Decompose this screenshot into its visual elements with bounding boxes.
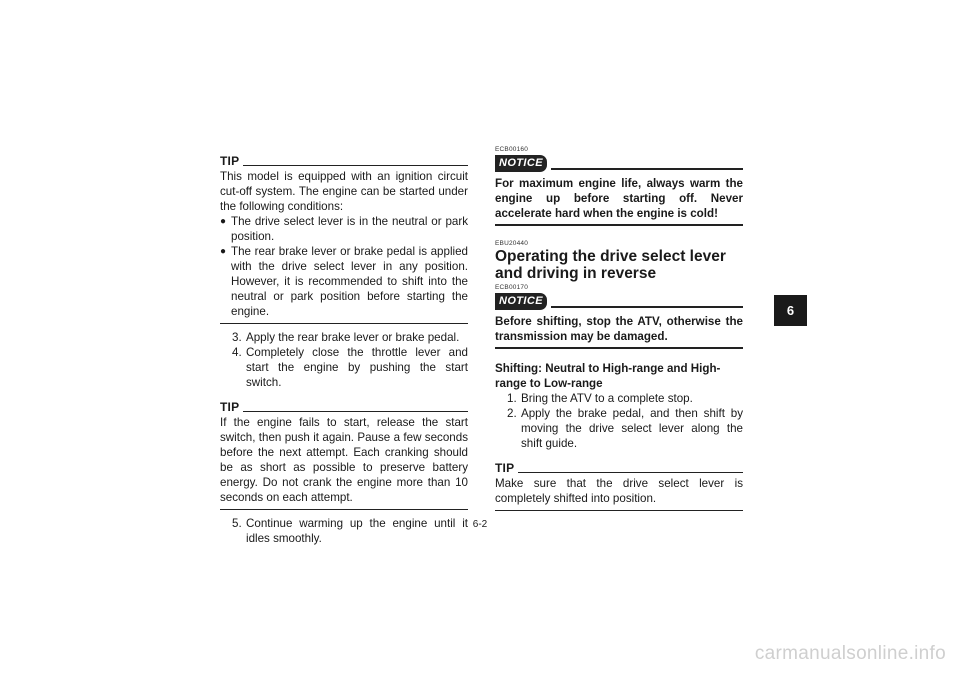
notice-text: For maximum engine life, always warm the engine up before starting off. Never accelerate hard when the engine is cold! xyxy=(495,177,743,220)
tip-rule xyxy=(518,472,743,473)
notice-end-rule xyxy=(495,347,743,349)
notice-end-rule xyxy=(495,224,743,226)
notice-rule xyxy=(551,306,743,308)
tip-end-rule xyxy=(495,510,743,511)
step-text: Apply the brake pedal, and then shift by moving the drive select lever along the shift guide. xyxy=(521,407,743,450)
right-column xyxy=(495,146,743,517)
left-column xyxy=(220,150,468,546)
tip-text: If the engine fails to start, release the start switch, then push it again. Pause a few seconds before the next attempt. Each cranking should be as short as possible to preserve battery energy. Do not crank the engine more than 10 seconds on each attempt. xyxy=(220,416,468,504)
bullet-dot-icon: ● xyxy=(220,246,227,257)
tip-header xyxy=(220,400,468,415)
tip-text: Make sure that the drive select lever is completely shifted into position. xyxy=(495,477,743,505)
notice-rule xyxy=(551,168,743,170)
watermark: carmanualsonline.info xyxy=(754,643,946,664)
tip-end-rule xyxy=(220,323,468,324)
tip-bullet xyxy=(220,244,468,319)
step-number: 2. xyxy=(507,407,517,420)
step-text: Apply the rear brake lever or brake pedal. xyxy=(246,331,460,344)
notice-code: ECB00160 xyxy=(495,146,529,153)
step-text: Bring the ATV to a complete stop. xyxy=(521,392,693,405)
step-number: 1. xyxy=(507,392,517,405)
tip-rule xyxy=(243,411,468,412)
step-item xyxy=(232,330,468,345)
tip-label: TIP xyxy=(220,400,240,414)
step-text: Completely close the throttle lever and start the engine by pushing the start switch. xyxy=(246,346,468,389)
notice-badge: NOTICE xyxy=(495,293,547,310)
tip-bullet-text: The rear brake lever or brake pedal is applied with the drive select lever in any position. However, it is recommended to shift into the neutral or park position before starting the engine. xyxy=(231,245,468,318)
step-number: 4. xyxy=(232,346,242,359)
chapter-tab: 6 xyxy=(774,295,807,326)
section-code: EBU20440 xyxy=(495,240,529,247)
tip-label: TIP xyxy=(495,461,515,475)
tip-header xyxy=(220,154,468,169)
page-number: 6-2 xyxy=(472,519,488,530)
tip-end-rule xyxy=(220,509,468,510)
step-item xyxy=(507,391,743,406)
tip-header xyxy=(495,461,743,476)
notice-header xyxy=(495,293,743,310)
subheading: Shifting: Neutral to High-range and High-range to Low-range xyxy=(495,362,721,390)
step-number: 3. xyxy=(232,331,242,344)
section-title: Operating the drive select lever and driving in reverse xyxy=(495,248,726,282)
notice-badge: NOTICE xyxy=(495,155,547,172)
step-number: 5. xyxy=(232,517,242,530)
tip-label: TIP xyxy=(220,154,240,168)
tip-intro: This model is equipped with an ignition circuit cut-off system. The engine can be started under the following conditions: xyxy=(220,170,468,213)
step-item xyxy=(232,345,468,390)
notice-code: ECB00170 xyxy=(495,284,529,291)
step-item xyxy=(507,406,743,451)
bullet-dot-icon: ● xyxy=(220,216,227,227)
notice-text: Before shifting, stop the ATV, otherwise the transmission may be damaged. xyxy=(495,315,743,343)
step-text: Continue warming up the engine until it idles smoothly. xyxy=(246,517,468,545)
tip-rule xyxy=(243,165,468,166)
tip-bullet-text: The drive select lever is in the neutral or park position. xyxy=(231,215,468,243)
tip-bullet xyxy=(220,214,468,244)
notice-header xyxy=(495,155,743,172)
